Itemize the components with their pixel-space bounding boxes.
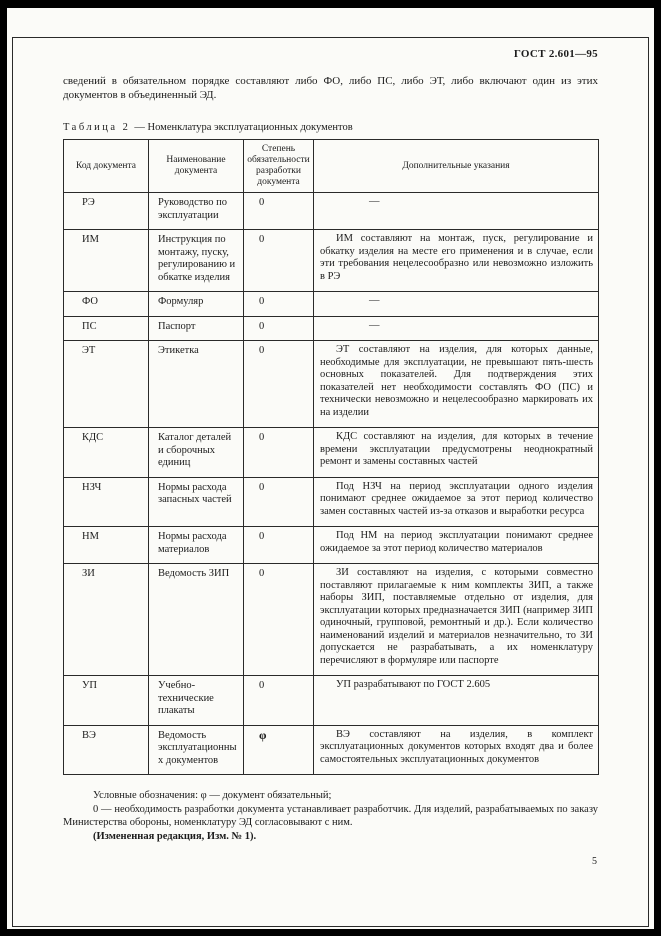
intro-paragraph: сведений в обязательном порядке составляют либо ФО, либо ПС, либо ЭТ, либо включают один из этих документов в объединенный ЭД. [63,75,598,101]
table-row [64,477,599,527]
doc-degree: 0 [244,527,314,564]
doc-code: НЗЧ [64,477,149,527]
table-row [64,527,599,564]
doc-notes: — [314,193,599,230]
doc-degree: 0 [244,676,314,726]
doc-degree: 0 [244,477,314,527]
doc-degree: 0 [244,428,314,478]
doc-notes: Под НЗЧ на период эксплуатации одного изделия понимают среднее ожидаемое за этот период количество замен составных частей из-за отказов и выработки ресурса [314,477,599,527]
doc-notes: ИМ составляют на монтаж, пуск, регулирование и обкатку изделия на месте его применения и в случае, если эти требования нецелесообразно или невозможно изложить в РЭ [314,230,599,292]
doc-code: КДС [64,428,149,478]
doc-code: ПС [64,316,149,341]
column-header-name: Наименование документа [149,140,244,193]
doc-name: Учебно-технические плакаты [149,676,244,726]
doc-notes: Под НМ на период эксплуатации понимают среднее ожидаемое за этот период количество материалов [314,527,599,564]
legend-line-mandatory: Условные обозначения: φ — документ обязательный; [93,790,332,801]
doc-degree: 0 [244,193,314,230]
doc-code: ФО [64,292,149,317]
doc-degree-mandatory-symbol: φ [244,725,314,775]
table-row [64,341,599,428]
doc-notes: УП разрабатывают по ГОСТ 2.605 [314,676,599,726]
doc-degree: 0 [244,230,314,292]
doc-name: Паспорт [149,316,244,341]
doc-degree: 0 [244,564,314,676]
doc-notes: — [314,316,599,341]
doc-code: РЭ [64,193,149,230]
doc-name: Руководство по эксплуатации [149,193,244,230]
doc-name: Инструкция по монтажу, пуску, регулированию и обкатке изделия [149,230,244,292]
doc-name: Ведомость ЗИП [149,564,244,676]
column-header-degree: Степень обязательности разработки документа [244,140,314,193]
doc-code: УП [64,676,149,726]
doc-degree: 0 [244,292,314,317]
doc-notes: КДС составляют на изделия, для которых в течение времени эксплуатации предусмотрены неоднократный ремонт и замены составных частей [314,428,599,478]
legend-line-developer: 0 — необходимость разработки документа устанавливает разработчик. Для изделий, разрабатываемых по заказу Министерства обороны, номенклатуру ЭД согласовывают с ним. [63,803,598,828]
table-row [64,193,599,230]
doc-notes: ВЭ составляют на изделия, в комплект эксплуатационных документов которых входят два и более самостоятельных эксплуатационных документов [314,725,599,775]
table-caption-title: — Номенклатура эксплуатационных документов [134,122,353,133]
page-content [63,48,598,843]
doc-notes: — [314,292,599,317]
table-header-row [64,140,599,193]
table-row [64,316,599,341]
table-row [64,725,599,775]
column-header-notes: Дополнительные указания [314,140,599,193]
doc-name: Этикетка [149,341,244,428]
legend-notes [63,789,598,843]
amendment-note: (Измененная редакция, Изм. № 1). [93,830,257,842]
page-number: 5 [592,856,597,867]
doc-code: ИМ [64,230,149,292]
document-standard-number: ГОСТ 2.601—95 [513,48,598,60]
table-row [64,564,599,676]
doc-notes: ЭТ составляют на изделия, для которых данные, необходимые для эксплуатации, не превышают пять-шесть основных показателей. Для подтверждения этих показателей нет необходимости составлять ФО (ПС) и технически невозможно и нецелесообразно маркировать их на изделии [314,341,599,428]
table-row [64,230,599,292]
doc-code: НМ [64,527,149,564]
doc-degree: 0 [244,341,314,428]
doc-name: Ведомость эксплуатационных документов [149,725,244,775]
doc-name: Нормы расхода материалов [149,527,244,564]
table-row [64,676,599,726]
table-row [64,292,599,317]
doc-name: Каталог деталей и сборочных единиц [149,428,244,478]
column-header-code: Код документа [64,140,149,193]
doc-code: ЗИ [64,564,149,676]
operational-documents-table [63,139,599,775]
table-caption [63,122,598,133]
doc-notes: ЗИ составляют на изделия, с которыми совместно поставляют прилагаемые к ним комплекты ЗИП, а также наборы ЗИП, поставляемые отдельно от изделия, для эксплуатации которых предназначается ЗИП (например ЗИП одиночный, групповой, ремонтный и др.). Если количество наименований изделий и материалов незначительно, то ЗИ допускается не разрабатывать, а их номенклатуру перечисляют в формуляре или паспорте [314,564,599,676]
doc-name: Нормы расхода запасных частей [149,477,244,527]
table-caption-label: Таблица 2 [63,122,131,133]
doc-degree: 0 [244,316,314,341]
doc-code: ВЭ [64,725,149,775]
doc-code: ЭТ [64,341,149,428]
table-row [64,428,599,478]
doc-name: Формуляр [149,292,244,317]
